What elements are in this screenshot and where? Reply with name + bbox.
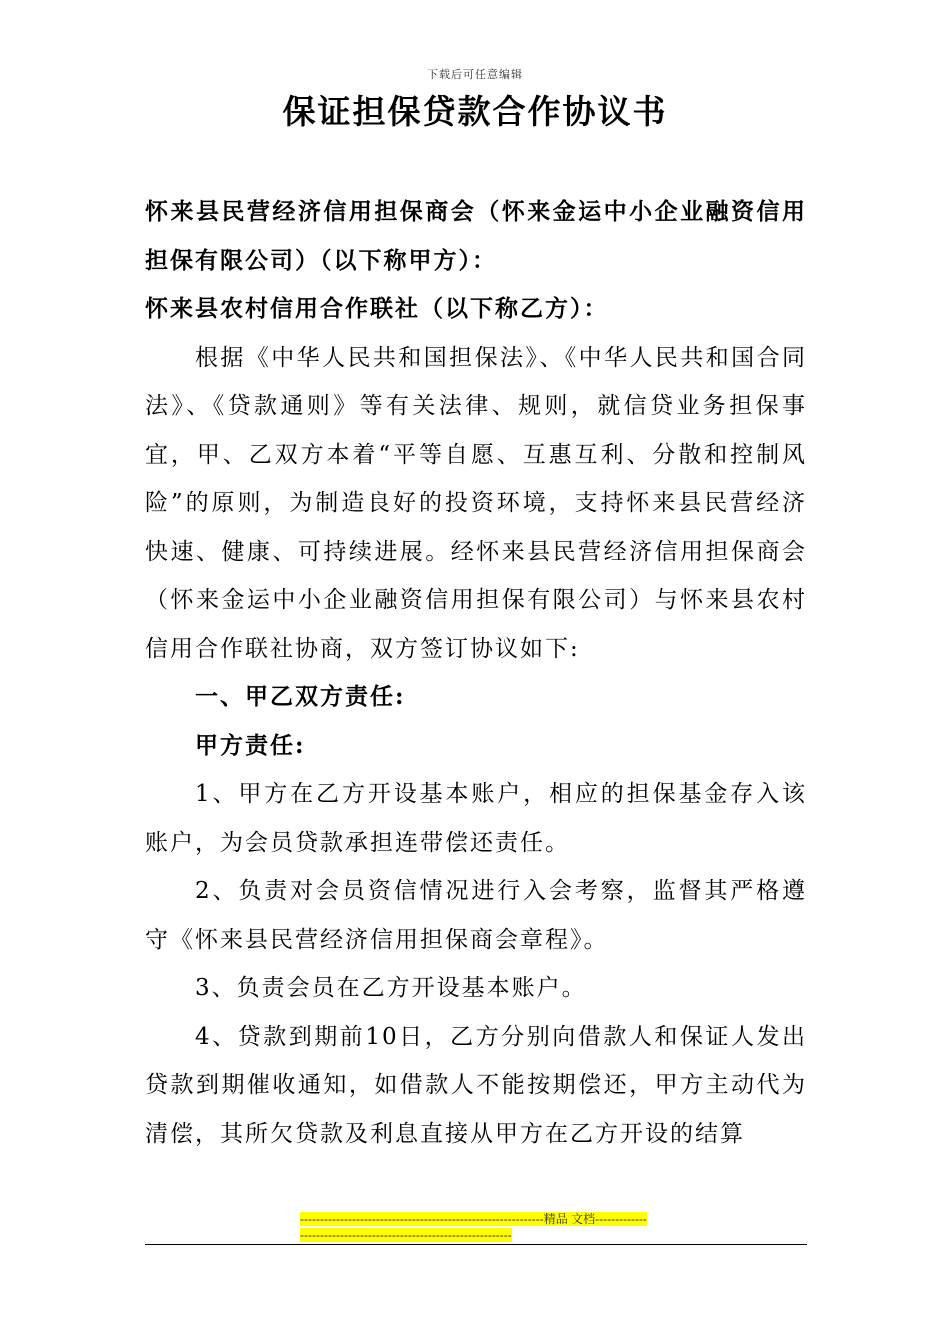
- footer-divider: [145, 1244, 807, 1245]
- section-subheading: 甲方责任:: [195, 731, 306, 759]
- party-a: 怀来县民营经济信用担保商会（怀来金运中小企业融资信用担保有限公司）（以下称甲方）：: [145, 198, 807, 274]
- clause-item: 3、负责会员在乙方开设基本账户。: [195, 975, 587, 1001]
- header-note: 下载后可任意编辑: [427, 68, 523, 81]
- footer-watermark-text: -------------------------------------------------------------精品 文档------------------------------------------------------------------: [300, 1212, 648, 1242]
- document-body: [145, 188, 807, 1158]
- footer-watermark: [300, 1211, 650, 1243]
- preamble-paragraph: 根据《中华人民共和国担保法》、《中华人民共和国合同法》、《贷款通则》等有关法律、规则，就信贷业务担保事宜，甲、乙双方本着“平等自愿、互惠互利、分散和控制风险”的原则，为制造良好的投资环境，支持怀来县民营经济快速、健康、可持续进展。经怀来县民营经济信用担保商会（怀来金运中小企业融资信用担保有限公司）与怀来县农村信用合作联社协商，双方签订协议如下:: [145, 344, 807, 662]
- clause-item: 2、负责对会员资信情况进行入会考察，监督其严格遵守《怀来县民营经济信用担保商会章程》。: [145, 878, 807, 953]
- section-heading: 一、甲乙双方责任:: [195, 683, 406, 710]
- party-b: 怀来县农村信用合作联社（以下称乙方）：: [145, 295, 609, 322]
- document-title: 保证担保贷款合作协议书: [282, 92, 668, 131]
- clause-item: 1、甲方在乙方开设基本账户，相应的担保基金存入该账户，为会员贷款承担连带偿还责任。: [145, 781, 807, 856]
- clause-item: 4、贷款到期前10日，乙方分别向借款人和保证人发出贷款到期催收通知，如借款人不能按期偿还，甲方主动代为清偿，其所欠贷款及利息直接从甲方在乙方开设的结算: [145, 1023, 807, 1147]
